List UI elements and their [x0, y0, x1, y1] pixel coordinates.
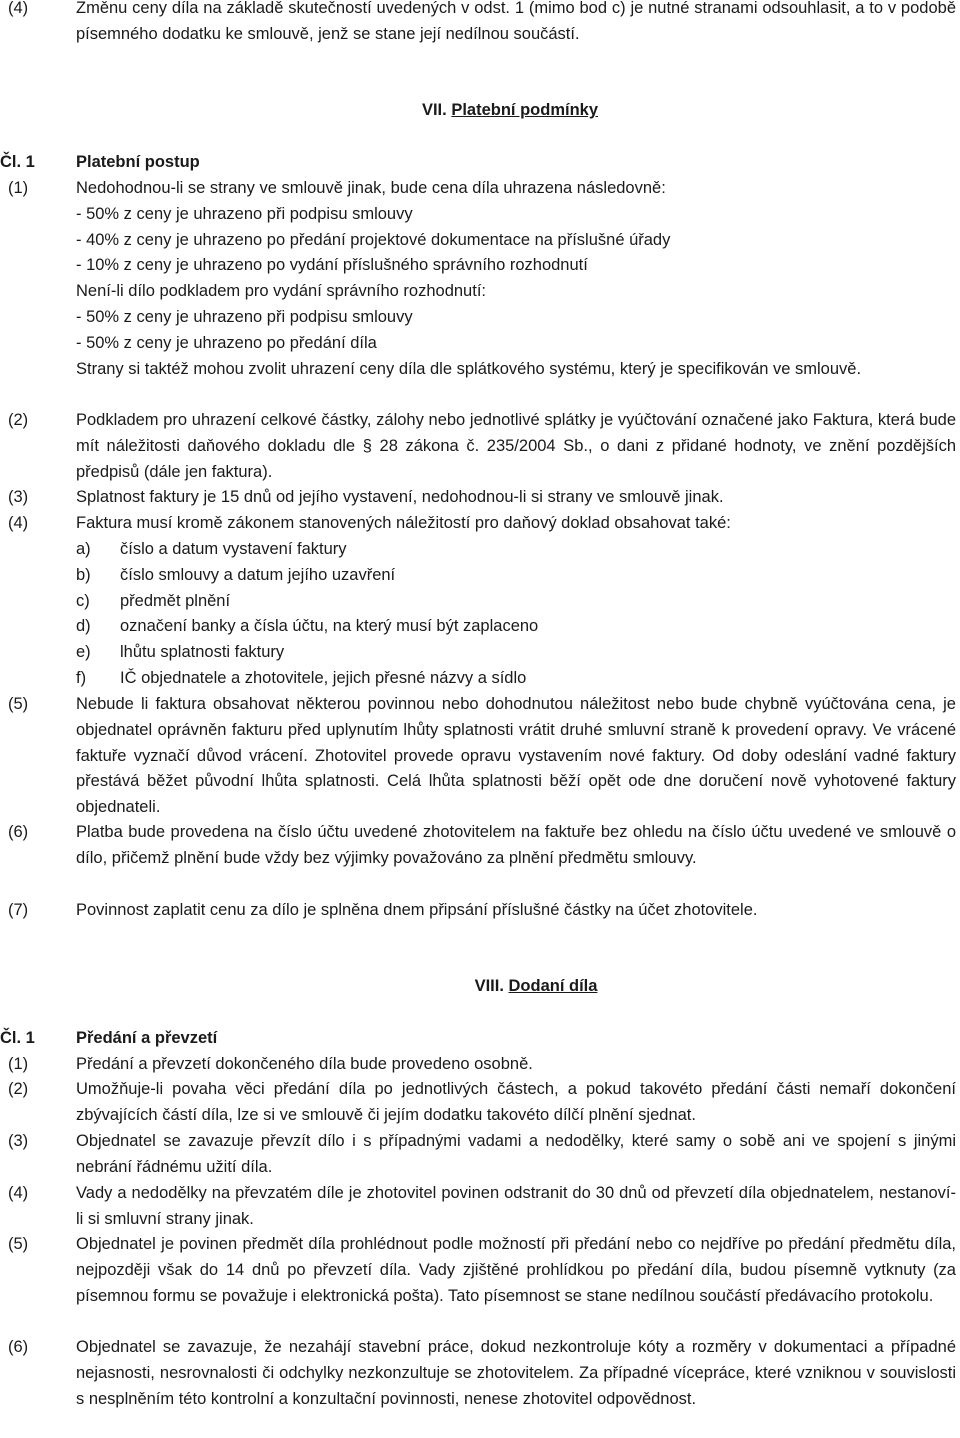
list-letter: d) [76, 617, 91, 636]
list-item [76, 666, 956, 692]
section-number: VIII. [474, 977, 504, 995]
paragraph-number: (6) [8, 1338, 29, 1356]
section-heading-vii [30, 98, 960, 124]
paragraph-number: (4) [8, 1184, 29, 1202]
paragraph-number: (5) [8, 695, 29, 713]
section-title: Dodaní díla [508, 977, 598, 995]
payment-line: - 50% z ceny je uhrazeno po předání díla [76, 333, 377, 352]
paragraph-number: (4) [8, 514, 29, 532]
payment-line: - 10% z ceny je uhrazeno po vydání příslušného správního rozhodnutí [76, 256, 588, 275]
paragraph-text: Objednatel se zavazuje převzít dílo i s případnými vadami a nedodělky, které samy o sobě ani ve spojení s jinými nebrání řádnému užití díla. [76, 1132, 956, 1176]
list-item [76, 537, 956, 563]
paragraph-text: Objednatel je povinen předmět díla prohlédnout podle možností při předání nebo co nejdříve po předání předmětu díla, nejpozději však do 14 dnů po převzetí díla. Vady zjištěné prohlídkou po předání díla, budou písemně vytknuty (za písemnou formu se považuje i elektronická pošta). Tato písemnost se stane nedílnou součástí předávacího protokolu. [76, 1235, 956, 1305]
list-item [76, 640, 956, 666]
paragraph-text: Platba bude provedena na číslo účtu uvedené zhotovitelem na faktuře bez ohledu na číslo účtu uvedené ve smlouvě o dílo, přičemž plnění bude vždy bez výjimky považováno za plnění předmětu smlouvy. [76, 823, 956, 867]
list-text: předmět plnění [120, 591, 231, 610]
paragraph-number: (4) [8, 0, 29, 17]
article-label: Čl. 1 [0, 1029, 35, 1047]
section-title: Platební podmínky [451, 101, 599, 119]
list-letter: e) [76, 643, 91, 662]
paragraph-text: Povinnost zaplatit cenu za dílo je splněna dnem připsání příslušné částky na účet zhotovitele. [76, 901, 758, 919]
article-title: Předání a převzetí [76, 1029, 218, 1047]
paragraph-number: (7) [8, 901, 29, 919]
list-text: IČ objednatele a zhotovitele, jejich přesné názvy a sídlo [120, 668, 527, 687]
payment-line: - 50% z ceny je uhrazeno při podpisu smlouvy [76, 204, 413, 223]
section-number: VII. [421, 101, 447, 119]
list-letter: a) [76, 540, 91, 558]
paragraph-number: (5) [8, 1235, 29, 1253]
payment-line: Není-li dílo podkladem pro vydání správního rozhodnutí: [76, 282, 486, 301]
paragraph-lines [76, 176, 956, 382]
list-text: číslo smlouvy a datum jejího uzavření [120, 565, 396, 584]
list-item [76, 589, 956, 615]
paragraph-number: (3) [8, 1132, 29, 1150]
payment-line: - 50% z ceny je uhrazeno při podpisu smlouvy [76, 307, 413, 326]
paragraph-text: Změnu ceny díla na základě skutečností uvedených v odst. 1 (mimo bod c) je nutné stranami odsouhlasit, a to v podobě písemného dodatku ke smlouvě, jenž se stane její nedílnou součástí. [76, 0, 956, 43]
payment-installments-note: Strany si taktéž mohou zvolit uhrazení ceny díla dle splátkového systému, který je specifikován ve smlouvě. [76, 359, 862, 378]
article-title: Platební postup [76, 153, 200, 171]
paragraph-number: (6) [8, 823, 29, 841]
paragraph-number: (1) [8, 1055, 29, 1073]
list-letter: f) [76, 668, 87, 687]
paragraph-number: (2) [8, 1080, 29, 1098]
list-letter: c) [76, 591, 90, 610]
paragraph-text: Podkladem pro uhrazení celkové částky, zálohy nebo jednotlivé splátky je vyúčtování označené jako Faktura, která bude mít náležitosti daňového dokladu dle § 28 zákona č. 235/2004 Sb., o dani z přidané hodnoty, ve znění pozdějších předpisů (dále jen faktura). [76, 411, 956, 481]
paragraph-text: Vady a nedodělky na převzatém díle je zhotovitel povinen odstranit do 30 dnů od převzetí díla objednatelem, nestanoví-li si smluvní strany jinak. [76, 1184, 956, 1228]
list-text: číslo a datum vystavení faktury [120, 540, 347, 558]
list-letter: b) [76, 565, 91, 584]
payment-line: - 40% z ceny je uhrazeno po předání projektové dokumentace na příslušné úřady [76, 230, 671, 249]
paragraph-text: Nebude li faktura obsahovat některou povinnou nebo dohodnutou náležitost nebo bude chybně vyúčtována cena, je objednatel oprávněn fakturu před uplynutím lhůty splatnosti vrátit druhé smluvní straně k provedení opravy. Ve vrácené faktuře vyznačí důvod vrácení. Zhotovitel provede opravu vystavením nové faktury. Od doby odeslání vadné faktury přestává běžet původní lhůta splatnosti. Celá lhůta splatnosti běží opět ode dne doručení nově vyhotovené faktury objednateli. [76, 695, 956, 817]
paragraph-number: (1) [8, 179, 29, 197]
section-heading-viii [56, 974, 960, 1000]
paragraph-text: Předání a převzetí dokončeného díla bude provedeno osobně. [76, 1055, 533, 1073]
paragraph-number: (2) [8, 411, 29, 429]
payment-line: Nedohodnou-li se strany ve smlouvě jinak, bude cena díla uhrazena následovně: [76, 179, 666, 197]
paragraph-number: (3) [8, 488, 29, 506]
paragraph-text: Faktura musí kromě zákonem stanovených náležitostí pro daňový doklad obsahovat také: [76, 514, 731, 532]
list-text: lhůtu splatnosti faktury [120, 643, 285, 662]
paragraph-text: Umožňuje-li povaha věci předání díla po jednotlivých částech, a pokud takovéto předání části nemaří dokončení zbývajících částí díla, lze si ve smlouvě či jejím dodatku takovéto dílčí plnění sjednat. [76, 1080, 956, 1124]
invoice-items-list [76, 537, 956, 692]
list-text: označení banky a čísla účtu, na který musí být zaplaceno [120, 617, 539, 636]
list-item [76, 563, 956, 589]
list-item [76, 614, 956, 640]
article-label: Čl. 1 [0, 153, 35, 171]
paragraph-text: Splatnost faktury je 15 dnů od jejího vystavení, nedohodnou-li si strany ve smlouvě jinak. [76, 488, 724, 506]
paragraph-text: Objednatel se zavazuje, že nezahájí stavební práce, dokud nezkontroluje kóty a rozměry v dokumentaci a případné nejasnosti, nesrovnalosti či odchylky nezkonzultuje se zhotovitelem. Za případné vícepráce, které vzniknou v souvislosti s nesplněním této kontrolní a konzultační povinnosti, nenese zhotovitel odpovědnost. [76, 1338, 956, 1408]
